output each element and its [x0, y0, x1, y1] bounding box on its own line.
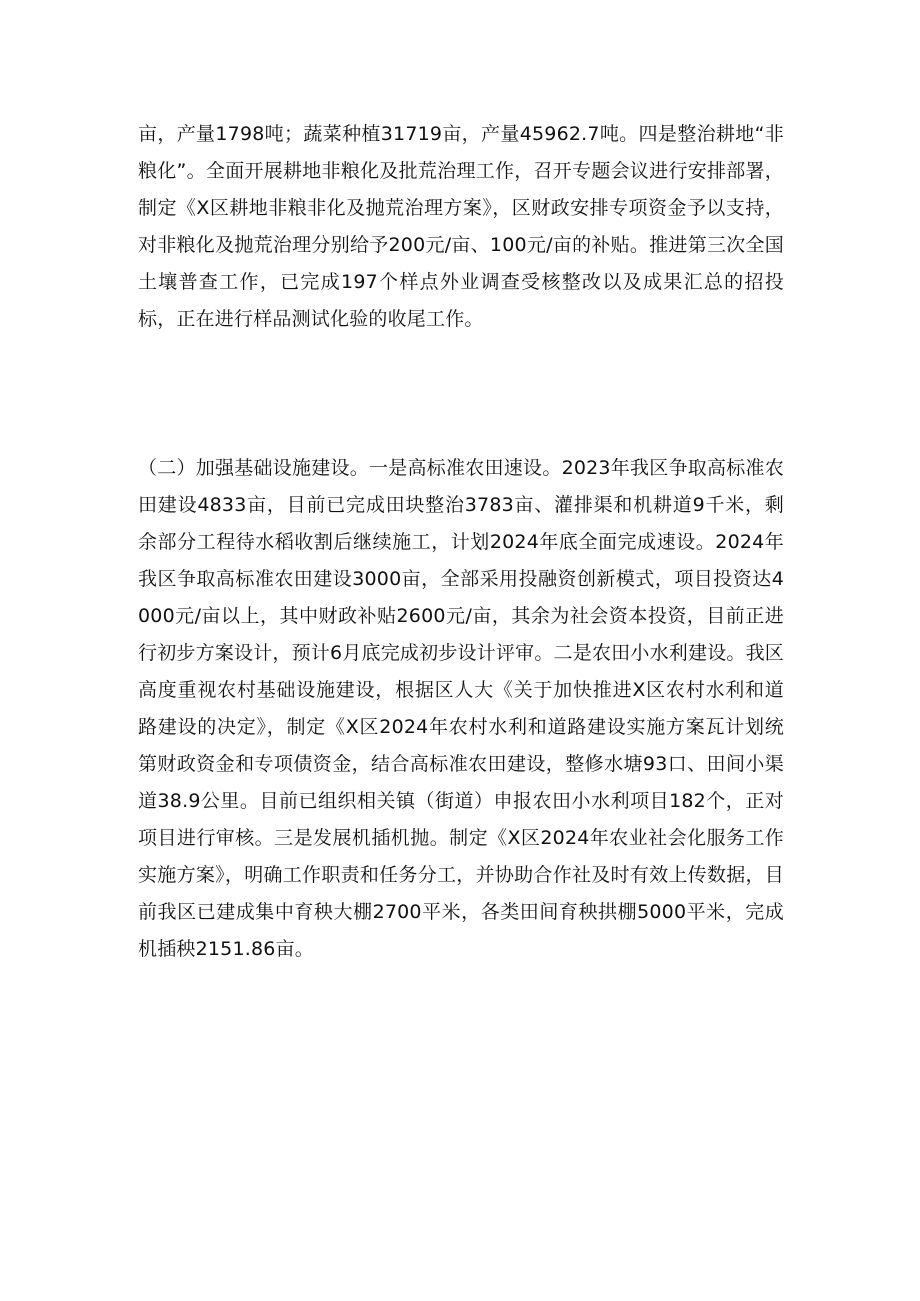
paragraph-infrastructure: （二）加强基础设施建设。一是高标准农田速设。2023年我区争取高标准农田建设4833亩，目前已完成田块整治3783亩、灌排渠和机耕道9千米，剩余部分工程待水稻收割后继续施工，计划2024年底全面完成速设。2024年我区争取高标准农田建设3000亩，全部采用投融资创新模式，项目投资达4000元/亩以上，其中财政补贴2600元/亩，其余为社会资本投资，目前正进行初步方案设计，预计6月底完成初步设计评审。二是农田小水利建设。我区高度重视农村基础设施建设，根据区人大《关于加快推进X区农村水利和道路建设的决定》，制定《X区2024年农村水利和道路建设实施方案瓦计划统第财政资金和专项债资金，结合高标准农田建设，整修水塘93口、田间小渠道38.9公里。目前已组织相关镇（街道）申报农田小水利项目182个，正对项目进行审核。三是发展机插机抛。制定《X区2024年农业社会化服务工作实施方案》，明确工作职责和任务分工，并协助合作社及时有效上传数据，目前我区已建成集中育秧大棚2700平米，各类田间育秧拱棚5000平米，完成机插秧2151.86亩。 — [138, 457, 784, 960]
paragraph-farmland-non-grain: 亩，产量1798吨；蔬菜种植31719亩，产量45962.7吨。四是整治耕地“非粮化”。全面开展耕地非粮化及批荒治理工作，召开专题会议进行安排部署，制定《X区耕地非粮非化及抛荒治理方案》，区财政安排专项资金予以支持，对非粮化及抛荒治理分别给予200元/亩、100元/亩的补贴。推进第三次全国土壤普查工作，已完成197个样点外业调查受核整改以及成果汇总的招投标，正在进行样品测试化验的收尾工作。 — [138, 123, 784, 330]
